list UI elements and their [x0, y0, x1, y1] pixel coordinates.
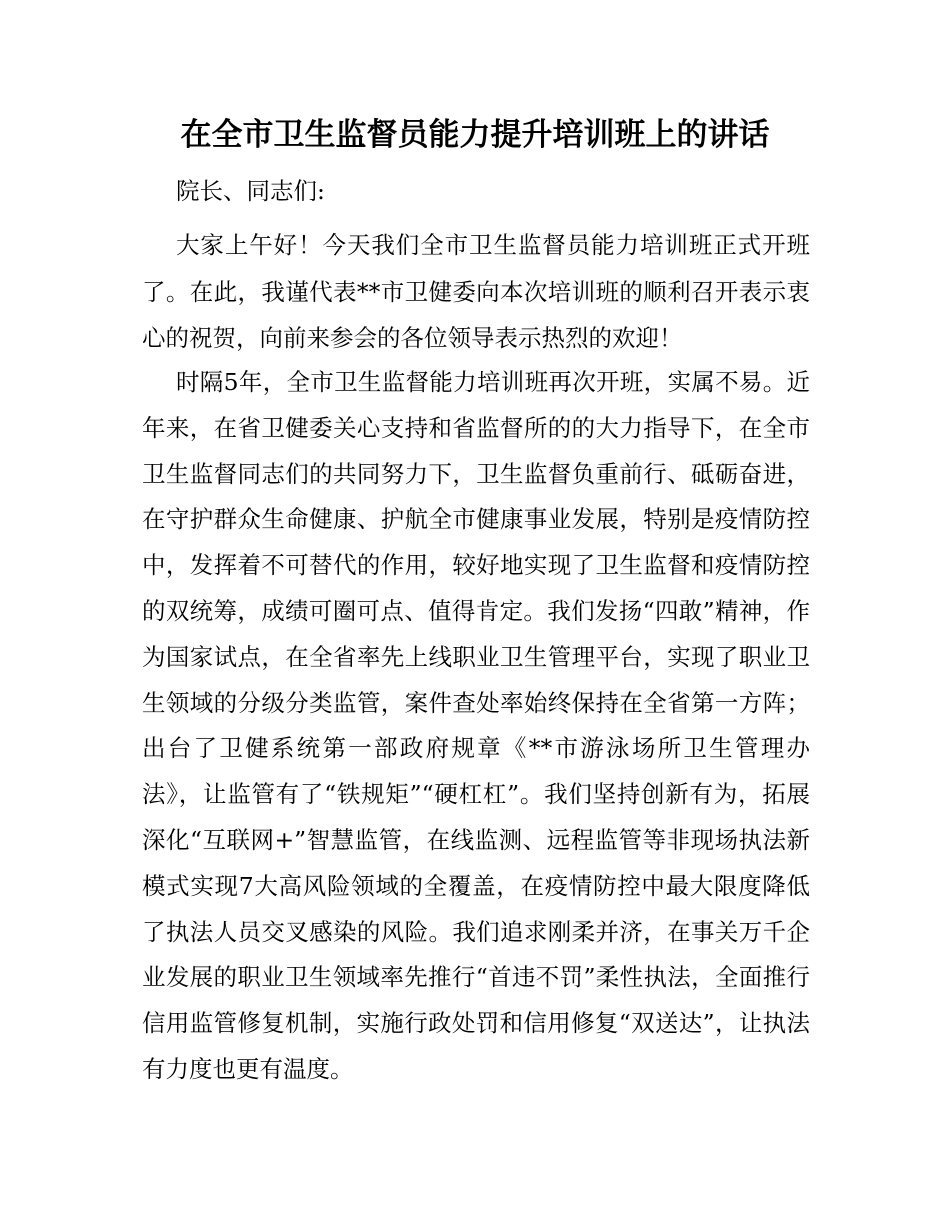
document-title: 在全市卫生监督员能力提升培训班上的讲话	[180, 117, 770, 153]
paragraph-achievements: 时隔5年，全市卫生监督能力培训班再次开班，实属不易。近年来，在省卫健委关心支持和省监督所的的大力指导下，在全市卫生监督同志们的共同努力下，卫生监督负重前行、砥砺奋进，在守护群众生命健康、护航全市健康事业发展，特别是疫情防控中，发挥着不可替代的作用，较好地实现了卫生监督和疫情防控的双统筹，成绩可圈可点、值得肯定。我们发扬“四敢”精神，作为国家试点，在全省率先上线职业卫生管理平台，实现了职业卫生领域的分级分类监管，案件查处率始终保持在全省第一方阵；出台了卫健系统第一部政府规章《**市游泳场所卫生管理办法》，让监管有了“铁规矩”“硬杠杠”。我们坚持创新有为，拓展深化“互联网+”智慧监管，在线监测、远程监管等非现场执法新模式实现7大高风险领域的全覆盖，在疫情防控中最大限度降低了执法人员交叉感染的风险。我们追求刚柔并济，在事关万千企业发展的职业卫生领域率先推行“首违不罚”柔性执法，全面推行信用监管修复机制，实施行政处罚和信用修复“双送达”，让执法有力度也更有温度。	[142, 368, 810, 1083]
paragraph-greeting: 大家上午好！今天我们全市卫生监督员能力培训班正式开班了。在此，我谨代表**市卫健委向本次培训班的顺利召开表示衷心的祝贺，向前来参会的各位领导表示热烈的欢迎！	[142, 231, 810, 352]
salutation: 院长、同志们:	[176, 177, 325, 205]
